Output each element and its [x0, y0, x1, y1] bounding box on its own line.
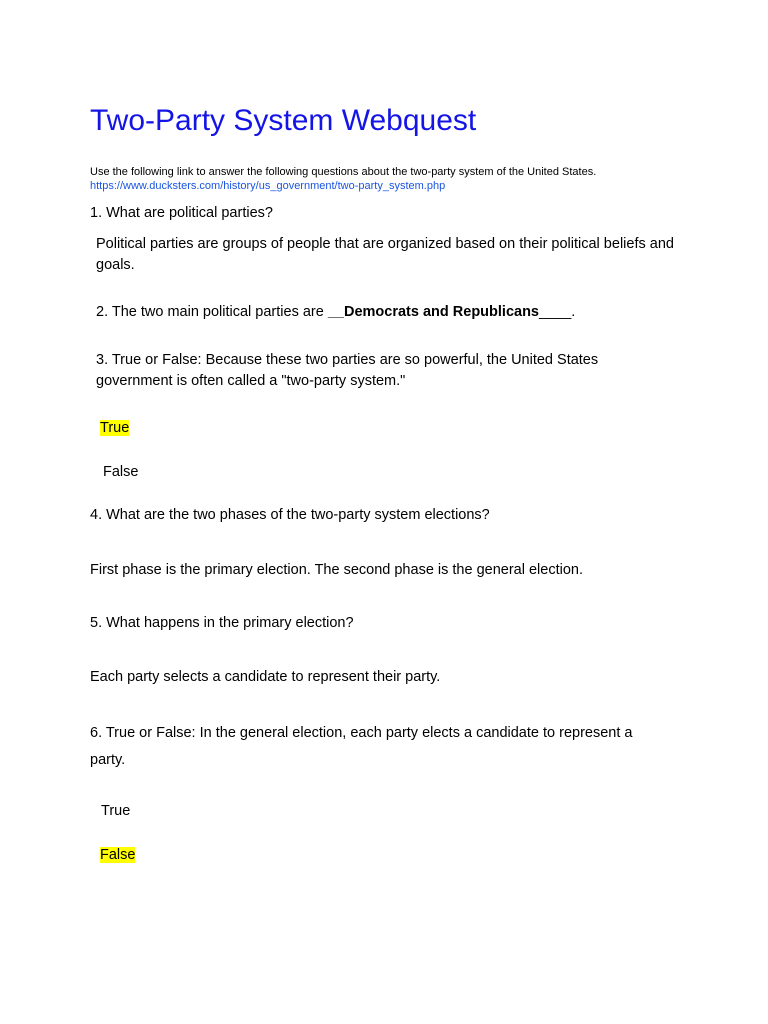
source-link[interactable]: https://www.ducksters.com/history/us_government/two-party_system.php	[90, 180, 446, 192]
question-6-option-false	[100, 845, 135, 866]
question-4: 4. What are the two phases of the two-party system elections?	[90, 507, 490, 523]
question-5: 5. What happens in the primary election?	[90, 615, 354, 631]
question-3-option-true	[100, 418, 129, 439]
question-2	[96, 302, 575, 323]
question-6-option-true	[101, 801, 130, 822]
question-6: 6. True or False: In the general election, each party elects a candidate to represent a party.	[90, 725, 633, 768]
answer-4: First phase is the primary election. The second phase is the general election.	[90, 562, 583, 578]
question-2-suffix: .	[571, 304, 576, 320]
question-2-blank-left: __	[327, 304, 344, 320]
question-2-prefix: 2. The two main political parties are	[96, 304, 328, 320]
intro-section	[90, 165, 710, 193]
question-3-option-false	[103, 462, 138, 483]
question-3: 3. True or False: Because these two parties are so powerful, the United States government is often called a "two-party system."	[96, 352, 599, 389]
answer-5: Each party selects a candidate to represent their party.	[90, 669, 441, 685]
question-2-answer: Democrats and Republicans	[344, 304, 539, 320]
answer-1: Political parties are groups of people that are organized based on their political beliefs and goals.	[96, 236, 674, 273]
question-3-option-true-label: True	[100, 420, 130, 436]
question-6-option-true-label: True	[101, 803, 131, 819]
question-6-option-false-label: False	[100, 847, 136, 863]
intro-text: Use the following link to answer the following questions about the two-party system of the United States.	[90, 166, 597, 178]
question-1: 1. What are political parties?	[90, 205, 273, 221]
page-title: Two-Party System Webquest	[90, 104, 477, 137]
question-2-blank-right: ____	[539, 304, 572, 320]
question-3-option-false-label: False	[103, 464, 139, 480]
